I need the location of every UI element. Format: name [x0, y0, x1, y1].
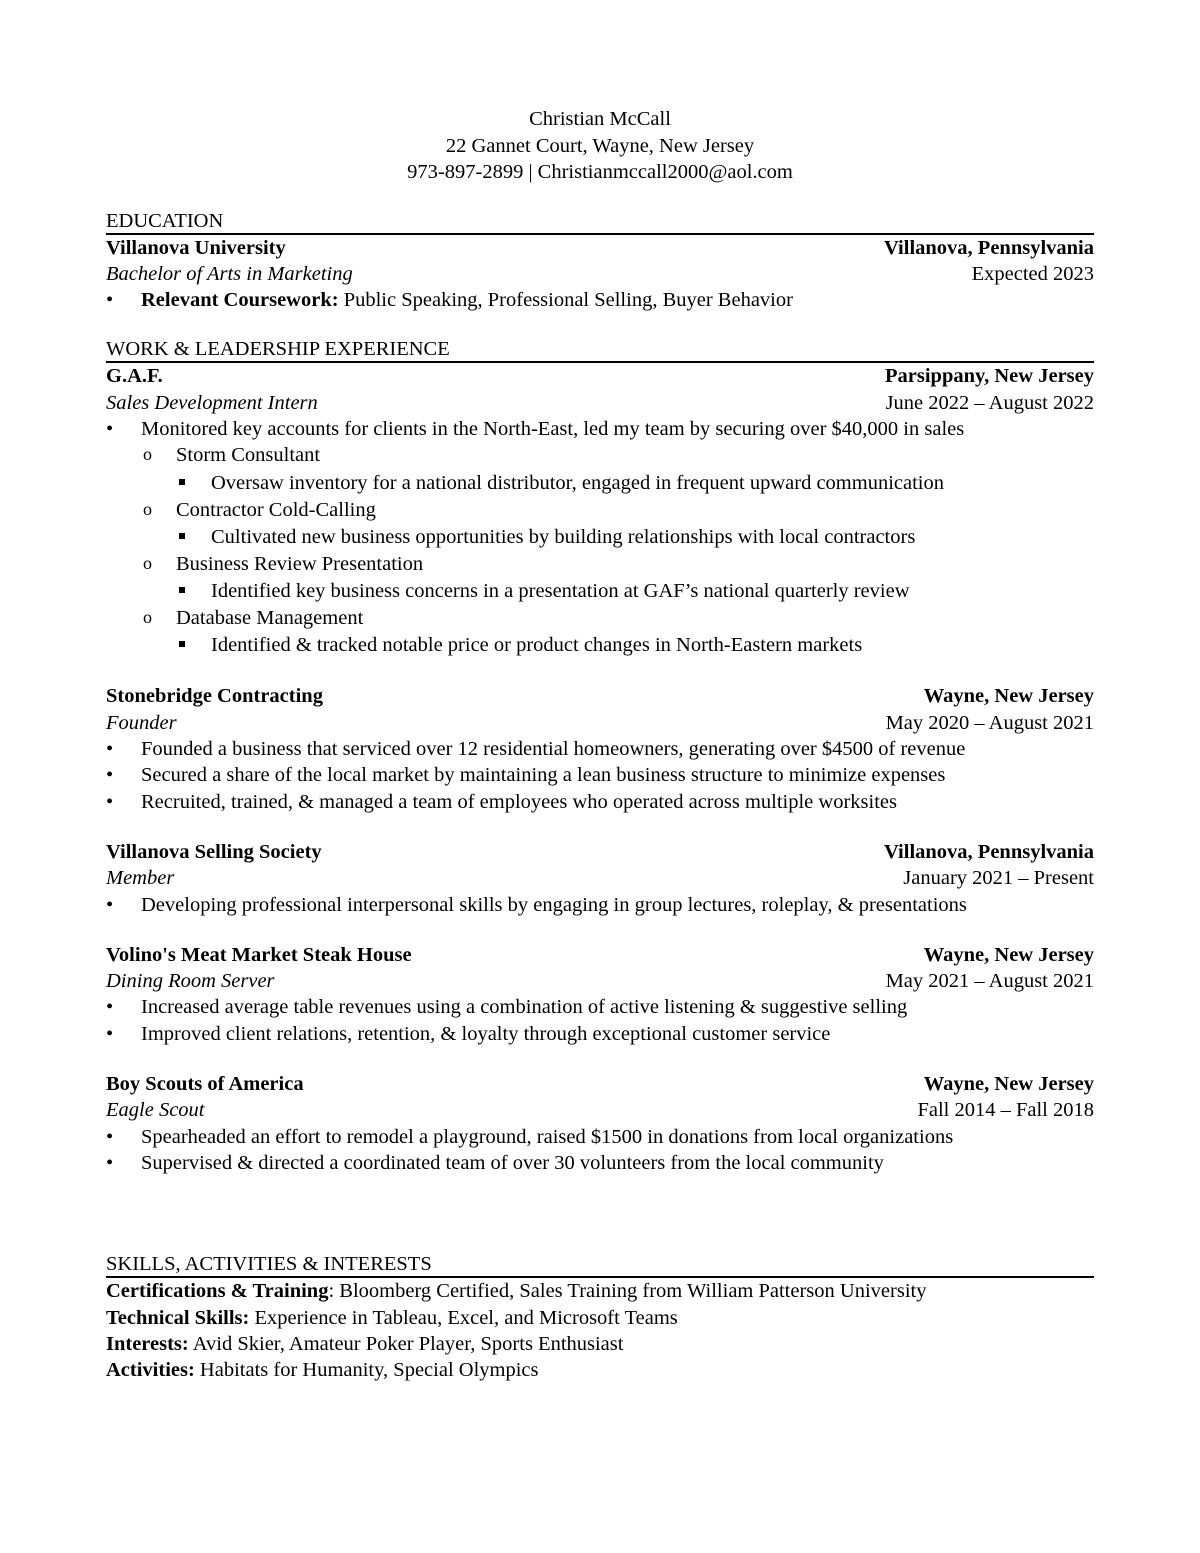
skills-section	[106, 1252, 1094, 1383]
job-subheader	[106, 390, 1094, 416]
skills-line	[106, 1305, 1094, 1331]
experience-title: WORK & LEADERSHIP EXPERIENCE	[106, 337, 1094, 363]
list-item: • Improved client relations, retention, & loyalty through exceptional customer service	[106, 1021, 1094, 1047]
list-item: o Storm Consultant	[106, 442, 1094, 468]
job-bullets	[106, 416, 1094, 659]
resume-page	[106, 106, 1094, 1383]
job-role: Founder	[106, 711, 177, 734]
degree-row	[106, 261, 1094, 287]
list-item: • Monitored key accounts for clients in the North-East, led my team by securing over $40,000 in sales	[106, 416, 1094, 442]
job-bullets	[106, 1124, 1094, 1177]
coursework-list	[106, 287, 1094, 313]
job-date: January 2021 – Present	[903, 867, 1094, 890]
job-location: Wayne, New Jersey	[923, 943, 1094, 966]
skill-text: Habitats for Humanity, Special Olympics	[194, 1359, 539, 1382]
list-item: • Developing professional interpersonal skills by engaging in group lectures, roleplay, & presentations	[106, 892, 1094, 918]
job-bullets	[106, 994, 1094, 1047]
list-item: • Spearheaded an effort to remodel a playground, raised $1500 in donations from local organizations	[106, 1124, 1094, 1150]
job-date: May 2021 – August 2021	[885, 970, 1094, 993]
job-bullets	[106, 892, 1094, 918]
job-subheader	[106, 1097, 1094, 1123]
job-role: Member	[106, 867, 175, 890]
job-org: G.A.F.	[106, 365, 163, 388]
skill-label: Activities:	[106, 1359, 195, 1382]
list-item: • Increased average table revenues using a combination of active listening & suggestive selling	[106, 994, 1094, 1020]
school-name: Villanova University	[106, 236, 286, 259]
list-item: Identified key business concerns in a presentation at GAF’s national quarterly review	[106, 577, 1094, 605]
skill-text: Bloomberg Certified, Sales Training from William Patterson University	[334, 1280, 927, 1303]
coursework-label: Relevant Coursework:	[141, 289, 339, 312]
degree: Bachelor of Arts in Marketing	[106, 262, 353, 285]
job-stonebridge	[106, 683, 1094, 814]
job-date: June 2022 – August 2022	[885, 391, 1094, 414]
coursework-text: Public Speaking, Professional Selling, Buyer Behavior	[338, 289, 793, 312]
job-header	[106, 942, 1094, 968]
education-title: EDUCATION	[106, 209, 1094, 235]
job-header	[106, 363, 1094, 389]
list-item: Oversaw inventory for a national distributor, engaged in frequent upward communication	[106, 469, 1094, 497]
job-boy-scouts	[106, 1071, 1094, 1176]
skill-label: Interests:	[106, 1332, 189, 1355]
list-item: Cultivated new business opportunities by building relationships with local contractors	[106, 523, 1094, 551]
job-location: Wayne, New Jersey	[923, 1073, 1094, 1096]
job-subheader	[106, 865, 1094, 891]
skill-label: Technical Skills:	[106, 1306, 250, 1329]
candidate-address: 22 Gannet Court, Wayne, New Jersey	[445, 134, 755, 157]
degree-date: Expected 2023	[971, 262, 1094, 285]
list-item: o Contractor Cold-Calling	[106, 497, 1094, 523]
resume-header	[106, 106, 1094, 186]
job-org: Villanova Selling Society	[106, 840, 322, 863]
skill-text: Experience in Tableau, Excel, and Microsoft Teams	[249, 1306, 678, 1329]
job-org: Boy Scouts of America	[106, 1073, 304, 1096]
job-role: Sales Development Intern	[106, 391, 318, 414]
job-location: Parsippany, New Jersey	[885, 365, 1094, 388]
candidate-name: Christian McCall	[529, 108, 671, 130]
list-item: o Business Review Presentation	[106, 551, 1094, 577]
job-header	[106, 683, 1094, 709]
list-item	[106, 287, 1094, 313]
job-header	[106, 839, 1094, 865]
skill-sep: :	[328, 1280, 335, 1303]
list-item: • Founded a business that serviced over 12 residential homeowners, generating over $4500 of revenue	[106, 736, 1094, 762]
job-date: May 2020 – August 2021	[885, 711, 1094, 734]
candidate-contact: 973-897-2899 | Christianmccall2000@aol.com	[407, 161, 793, 183]
job-location: Wayne, New Jersey	[923, 685, 1094, 708]
education-section	[106, 209, 1094, 314]
skills-title: SKILLS, ACTIVITIES & INTERESTS	[106, 1252, 1094, 1278]
job-org: Stonebridge Contracting	[106, 685, 323, 708]
experience-section	[106, 337, 1094, 1176]
job-role: Dining Room Server	[106, 970, 275, 993]
job-subheader	[106, 968, 1094, 994]
job-location: Villanova, Pennsylvania	[884, 840, 1094, 863]
list-item: • Supervised & directed a coordinated team of over 30 volunteers from the local community	[106, 1150, 1094, 1176]
list-item: Identified & tracked notable price or product changes in North-Eastern markets	[106, 631, 1094, 659]
skill-text: Avid Skier, Amateur Poker Player, Sports Enthusiast	[188, 1332, 624, 1355]
job-selling-society	[106, 839, 1094, 918]
job-org: Volino's Meat Market Steak House	[106, 943, 412, 966]
school-location: Villanova, Pennsylvania	[884, 236, 1094, 259]
job-volino	[106, 942, 1094, 1047]
skills-line	[106, 1331, 1094, 1357]
job-role: Eagle Scout	[106, 1099, 205, 1122]
skills-line	[106, 1357, 1094, 1383]
job-bullets	[106, 736, 1094, 815]
list-item: • Recruited, trained, & managed a team of employees who operated across multiple worksites	[106, 789, 1094, 815]
skill-label: Certifications & Training	[106, 1280, 329, 1303]
list-item: • Secured a share of the local market by maintaining a lean business structure to minimize expenses	[106, 762, 1094, 788]
education-row	[106, 235, 1094, 261]
job-subheader	[106, 710, 1094, 736]
skills-line	[106, 1278, 1094, 1304]
job-header	[106, 1071, 1094, 1097]
list-item: o Database Management	[106, 605, 1094, 631]
job-gaf	[106, 363, 1094, 659]
job-date: Fall 2014 – Fall 2018	[917, 1099, 1094, 1122]
